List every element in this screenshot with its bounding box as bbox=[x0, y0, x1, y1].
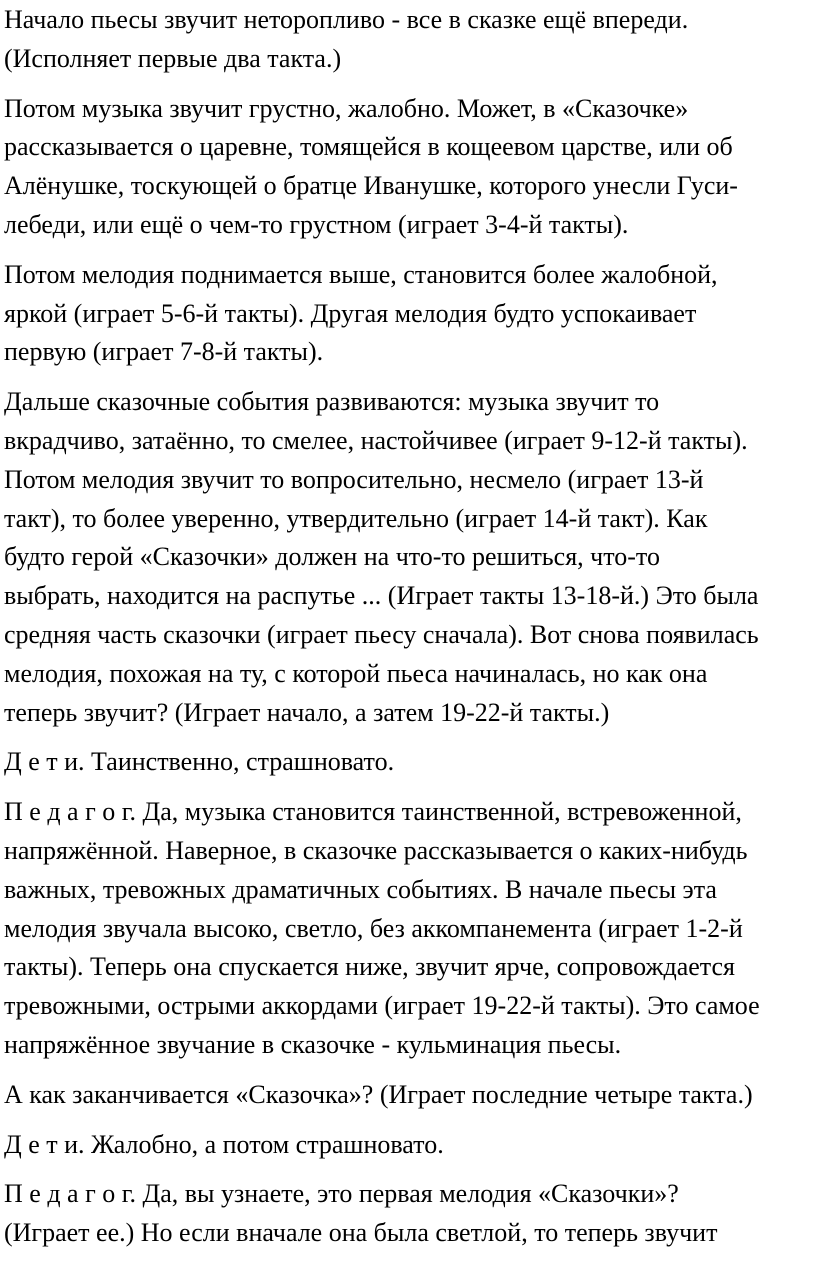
text-line: Д е т и. Таинственно, страшновато. bbox=[4, 747, 395, 777]
text-line: (Исполняет первые два такта.) bbox=[4, 43, 342, 73]
text-line: мелодия, похожая на ту, с которой пьеса начиналась, но как она bbox=[4, 658, 708, 688]
text-line: яркой (играет 5-6-й такты). Другая мелодия будто успокаивает bbox=[4, 298, 697, 328]
text-line: Алёнушке, тоскующей о братце Иванушке, которого унесли Гуси- bbox=[4, 171, 738, 201]
text-line: лебеди, или ещё о чем-то грустном (играет 3-4-й такты). bbox=[4, 209, 629, 239]
paragraph-children-reply-1 bbox=[4, 743, 816, 782]
text-line: важных, тревожных драматичных событиях. В начале пьесы эта bbox=[4, 874, 717, 904]
text-line: вкрадчиво, затаённо, то смелее, настойчивее (играет 9-12-й такты). bbox=[4, 425, 748, 455]
text-line: первую (играет 7-8-й такты). bbox=[4, 337, 324, 367]
text-line: такты). Теперь она спускается ниже, звучит ярче, сопровождается bbox=[4, 952, 735, 982]
paragraph-events-develop bbox=[4, 383, 816, 732]
text-line: Потом музыка звучит грустно, жалобно. Может, в «Сказочке» bbox=[4, 93, 689, 123]
text-line: П е д а г о г. Да, музыка становится таинственной, встревоженной, bbox=[4, 797, 742, 827]
paragraph-teacher-1 bbox=[4, 793, 816, 1065]
text-line: Д е т и. Жалобно, а потом страшновато. bbox=[4, 1129, 444, 1159]
text-line: напряжённое звучание в сказочке - кульминация пьесы. bbox=[4, 1029, 622, 1059]
text-line: средняя часть сказочки (играет пьесу сначала). Вот снова появилась bbox=[4, 619, 759, 649]
text-line: тревожными, острыми аккордами (играет 19-22-й такты). Это самое bbox=[4, 991, 760, 1021]
paragraph-sad-music bbox=[4, 90, 816, 245]
text-line: мелодия звучала высоко, светло, без аккомпанемента (играет 1-2-й bbox=[4, 913, 743, 943]
text-line: теперь звучит? (Играет начало, а затем 19-22-й такты.) bbox=[4, 697, 610, 727]
text-line: (Играет ее.) Но если вначале она была светлой, то теперь звучит bbox=[4, 1218, 718, 1248]
paragraph-teacher-2 bbox=[4, 1175, 816, 1253]
text-line: Начало пьесы звучит неторопливо - все в сказке ещё впереди. bbox=[4, 5, 689, 34]
paragraph-melody-rises bbox=[4, 256, 816, 372]
text-line: рассказывается о царевне, томящейся в кощеевом царстве, или об bbox=[4, 132, 733, 162]
document-page bbox=[0, 1, 816, 1267]
paragraph-ending-question bbox=[4, 1076, 816, 1115]
paragraph-intro bbox=[4, 1, 816, 79]
text-line: А как заканчивается «Сказочка»? (Играет последние четыре такта.) bbox=[4, 1079, 753, 1109]
text-line: Потом мелодия звучит то вопросительно, несмело (играет 13-й bbox=[4, 464, 704, 494]
text-line: выбрать, находится на распутье ... (Играет такты 13-18-й.) Это была bbox=[4, 581, 759, 611]
text-line: Потом мелодия поднимается выше, становится более жалобной, bbox=[4, 259, 718, 289]
text-line: напряжённой. Наверное, в сказочке рассказывается о каких-нибудь bbox=[4, 835, 748, 865]
text-line: будто герой «Сказочки» должен на что-то решиться, что-то bbox=[4, 542, 660, 572]
paragraph-children-reply-2 bbox=[4, 1126, 816, 1165]
text-line: П е д а г о г. Да, вы узнаете, это первая мелодия «Сказочки»? bbox=[4, 1179, 679, 1209]
text-line: Дальше сказочные события развиваются: музыка звучит то bbox=[4, 387, 660, 417]
text-line: такт), то более уверенно, утвердительно (играет 14-й такт). Как bbox=[4, 503, 708, 533]
